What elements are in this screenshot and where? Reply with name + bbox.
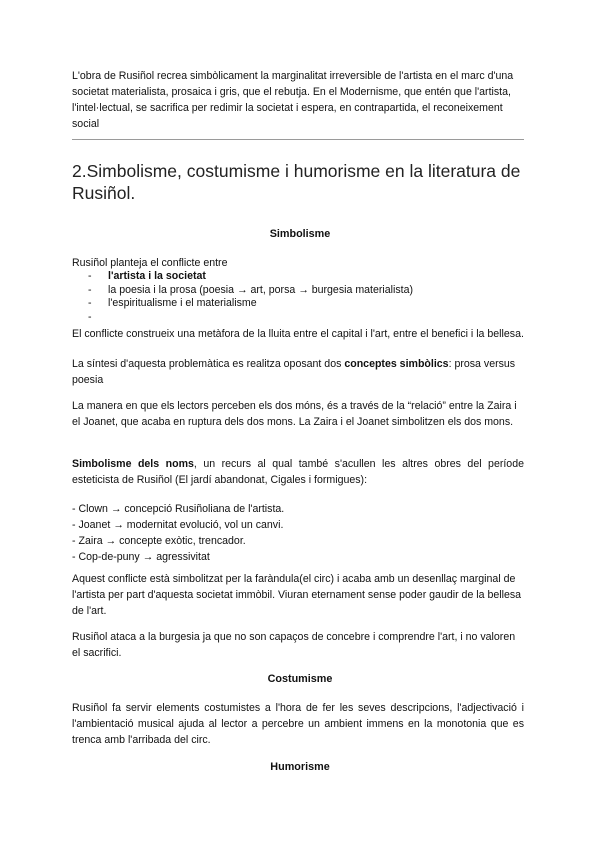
heading-simbolisme: Simbolisme bbox=[269, 228, 331, 240]
list-item: - Cop-de-puny → agressivitat bbox=[72, 551, 210, 563]
conflict-list bbox=[72, 270, 524, 324]
section-title: 2.Simbolisme, costumisme i humorisme en la literatura de Rusiñol. bbox=[72, 161, 521, 203]
list-item-text: l'espiritualisme i el materialisme bbox=[108, 297, 257, 309]
intro-paragraph: L'obra de Rusiñol recrea simbòlicament la marginalitat irreversible de l'artista en el marc d'una societat materialista, prosaica i gris, que el rebutja. En el Modernisme, que entén que l'artista, l'intel·lectual, se sacrifica per redimir la societat i espera, en contrapartida, el reconeixement social bbox=[72, 70, 514, 130]
paragraph-text: , un recurs al qual també s'acullen les altres obres del període esteticista de Rusiñol (El jardí abandonat, Cigales i formigues): bbox=[72, 458, 524, 486]
list-item: - Clown → concepció Rusiñoliana de l'artista. bbox=[72, 503, 285, 515]
list-item-text: la poesia i la prosa (poesia → art, porsa → burgesia materialista) bbox=[108, 283, 414, 296]
simbolisme-paragraph-3: La manera en que els lectors perceben els dos móns, és a través de la “relació” entre la Zaira i el Joanet, que acaba en ruptura dels dos mons. La Zaira i el Joanet simbolitzen els dos mons. bbox=[72, 400, 517, 428]
list-bullet: - bbox=[88, 310, 92, 323]
names-list bbox=[72, 501, 524, 565]
list-item-text: l'artista i la societat bbox=[108, 270, 206, 282]
list-item: - Joanet → modernitat evolució, vol un canvi. bbox=[72, 519, 284, 531]
list-bullet: - bbox=[88, 270, 92, 282]
paragraph-text: La síntesi d'aquesta problemàtica es realitza oposant dos bbox=[72, 358, 345, 370]
list-item bbox=[72, 270, 524, 284]
list-item bbox=[72, 297, 524, 311]
heading-humorisme: Humorisme bbox=[270, 761, 330, 773]
paragraph-text: : prosa versus poesia bbox=[72, 358, 516, 386]
list-bullet: - bbox=[88, 283, 92, 296]
bold-term: conceptes simbòlics bbox=[344, 358, 449, 370]
costumisme-paragraph: Rusiñol fa servir elements costumistes a l'hora de fer les seves descripcions, l'adjectivació i l'ambientació musical ajuda al lector a percebre un ambient immens en la monotonia que es trenca amb l'arribada del circ. bbox=[72, 702, 524, 746]
simbolisme-lead: Rusiñol planteja el conflicte entre bbox=[72, 257, 228, 269]
simbolisme-paragraph-1: El conflicte construeix una metàfora de la lluita entre el capital i l'art, entre el benefici i la bellesa. bbox=[72, 328, 524, 340]
simbolisme-paragraph-6: Rusiñol ataca a la burgesia ja que no son capaços de concebre i comprendre l'art, i no valoren el sacrifici. bbox=[72, 631, 516, 659]
list-item bbox=[72, 311, 524, 325]
bold-term: Simbolisme dels noms bbox=[72, 458, 194, 470]
list-item bbox=[72, 284, 524, 298]
simbolisme-paragraph-5: Aquest conflicte està simbolitzat per la faràndula(el circ) i acaba amb un desenllaç marginal de l'artista per part d'aquesta societat immòbil. Viuran eternament sense poder gaudir de la bellesa de l'art. bbox=[72, 573, 522, 617]
list-item: - Zaira → concepte exòtic, trencador. bbox=[72, 535, 246, 547]
horizontal-divider bbox=[72, 139, 524, 140]
list-bullet: - bbox=[88, 297, 92, 309]
heading-costumisme: Costumisme bbox=[267, 673, 333, 685]
simbolisme-paragraph-4 bbox=[72, 456, 524, 488]
simbolisme-paragraph-2 bbox=[72, 356, 524, 388]
